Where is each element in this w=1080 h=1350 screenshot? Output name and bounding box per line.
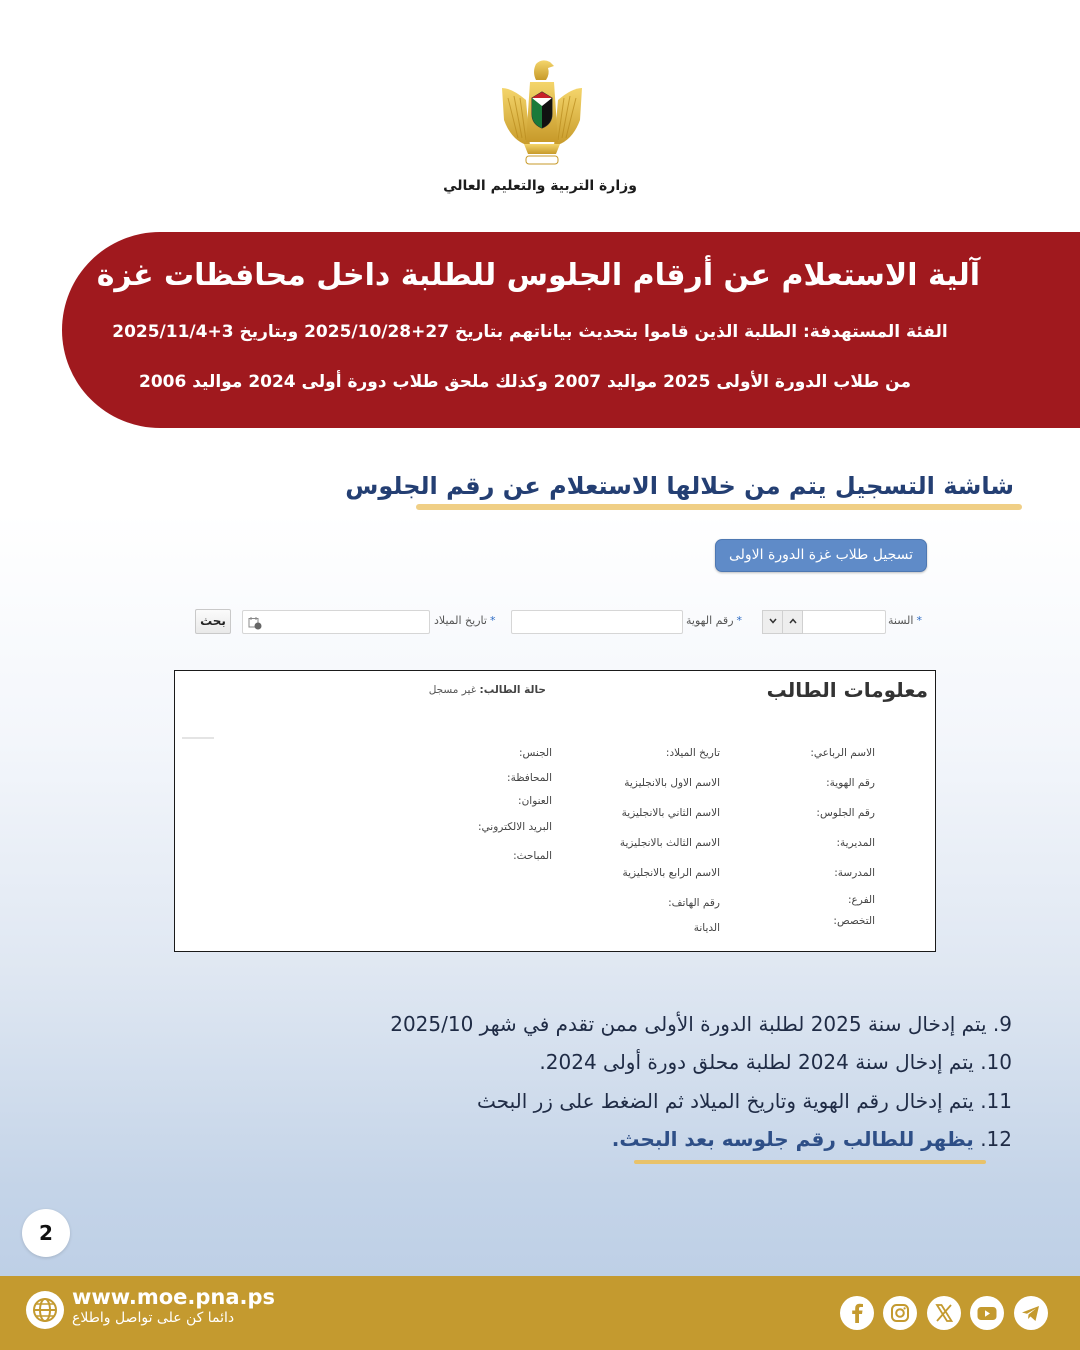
divider: [182, 737, 214, 739]
field-full-name-label: الاسم الرباعي:: [810, 747, 875, 759]
page-number-badge: 2: [22, 1209, 70, 1257]
search-button[interactable]: بحث: [195, 609, 231, 634]
student-status-label: حالة الطالب:: [479, 684, 546, 696]
birth-date-input[interactable]: [242, 610, 430, 634]
step-item-highlighted: 12. يظهر للطالب رقم جلوسه بعد البحث.: [611, 1127, 1012, 1151]
field-branch-label: الفرع:: [847, 894, 875, 906]
field-security-label: المباحث:: [513, 850, 552, 862]
id-number-input[interactable]: [511, 610, 683, 634]
year-decrement-button[interactable]: [762, 610, 783, 634]
telegram-icon[interactable]: [1014, 1296, 1048, 1330]
student-info-title: معلومات الطالب: [766, 678, 928, 702]
field-specialization-label: التخصص:: [833, 915, 875, 927]
field-school-label: المدرسة:: [834, 867, 875, 879]
register-gaza-students-button[interactable]: تسجيل طلاب غزة الدورة الاولى: [715, 539, 927, 572]
instagram-icon[interactable]: [883, 1296, 917, 1330]
field-directorate-label: المديرية:: [836, 837, 875, 849]
birth-date-label: *تاريخ الميلاد: [434, 614, 496, 627]
youtube-icon[interactable]: [970, 1296, 1004, 1330]
banner-title: آلية الاستعلام عن أرقام الجلوس للطلبة داخل محافظات غزة: [96, 258, 980, 293]
footer-tagline: دائما كن على تواصل واطلاع: [72, 1310, 235, 1326]
field-third-name-en-label: الاسم الثالث بالانجليزية: [619, 837, 720, 849]
step-item: 10. يتم إدخال سنة 2024 لطلبة محلق دورة أولى 2024.: [539, 1050, 1012, 1074]
field-first-name-en-label: الاسم الاول بالانجليزية: [624, 777, 720, 789]
required-mark: *: [916, 614, 922, 627]
field-birth-date-label: تاريخ الميلاد:: [665, 747, 720, 759]
field-id-number-label: رقم الهوية:: [826, 777, 875, 789]
field-seat-number-label: رقم الجلوس:: [816, 807, 875, 819]
website-link[interactable]: www.moe.pna.ps: [72, 1285, 276, 1309]
facebook-icon[interactable]: [840, 1296, 874, 1330]
field-religion-label: الديانة: [693, 922, 720, 934]
x-icon[interactable]: [927, 1296, 961, 1330]
section-heading: شاشة التسجيل يتم من خلالها الاستعلام عن رقم الجلوس: [345, 472, 1014, 500]
year-input[interactable]: [803, 610, 886, 634]
field-governorate-label: المحافظة:: [507, 772, 552, 784]
year-increment-button[interactable]: [782, 610, 803, 634]
field-second-name-en-label: الاسم الثاني بالانجليزية: [621, 807, 720, 819]
field-address-label: العنوان:: [518, 795, 552, 807]
student-status: [400, 684, 546, 696]
chevron-up-icon: [789, 618, 797, 624]
step-item: 9. يتم إدخال سنة 2025 لطلبة الدورة الأولى ممن تقدم في شهر 2025/10: [390, 1012, 1012, 1036]
chevron-down-icon: [769, 618, 777, 624]
id-number-label: *رقم الهوية: [686, 614, 743, 627]
banner-target-details: من طلاب الدورة الأولى 2025 مواليد 2007 وكذلك ملحق طلاب دورة أولى 2024 مواليد 2006: [138, 372, 911, 392]
ministry-name: وزارة التربية والتعليم العالي: [443, 178, 637, 194]
field-gender-label: الجنس:: [519, 747, 552, 759]
palestine-eagle-emblem-icon: [496, 58, 588, 176]
globe-icon: [26, 1291, 64, 1329]
field-email-label: البريد الالكتروني:: [478, 821, 552, 833]
year-label: *السنة: [888, 614, 922, 627]
heading-underline: [416, 504, 1022, 510]
student-status-value: غير مسجل: [428, 684, 477, 696]
field-phone-label: رقم الهاتف:: [668, 897, 720, 909]
highlight-underline: [634, 1160, 986, 1164]
field-fourth-name-en-label: الاسم الرابع بالانجليزية: [622, 867, 720, 879]
banner-target-group: الفئة المستهدفة: الطلبة الذين قاموا بتحديث بياناتهم بتاريخ 27+2025/10/28 وبتاريخ 3+2025/11/4: [112, 322, 948, 342]
step-item: 11. يتم إدخال رقم الهوية وتاريخ الميلاد ثم الضغط على زر البحث: [477, 1089, 1012, 1113]
calendar-icon[interactable]: [248, 615, 262, 629]
